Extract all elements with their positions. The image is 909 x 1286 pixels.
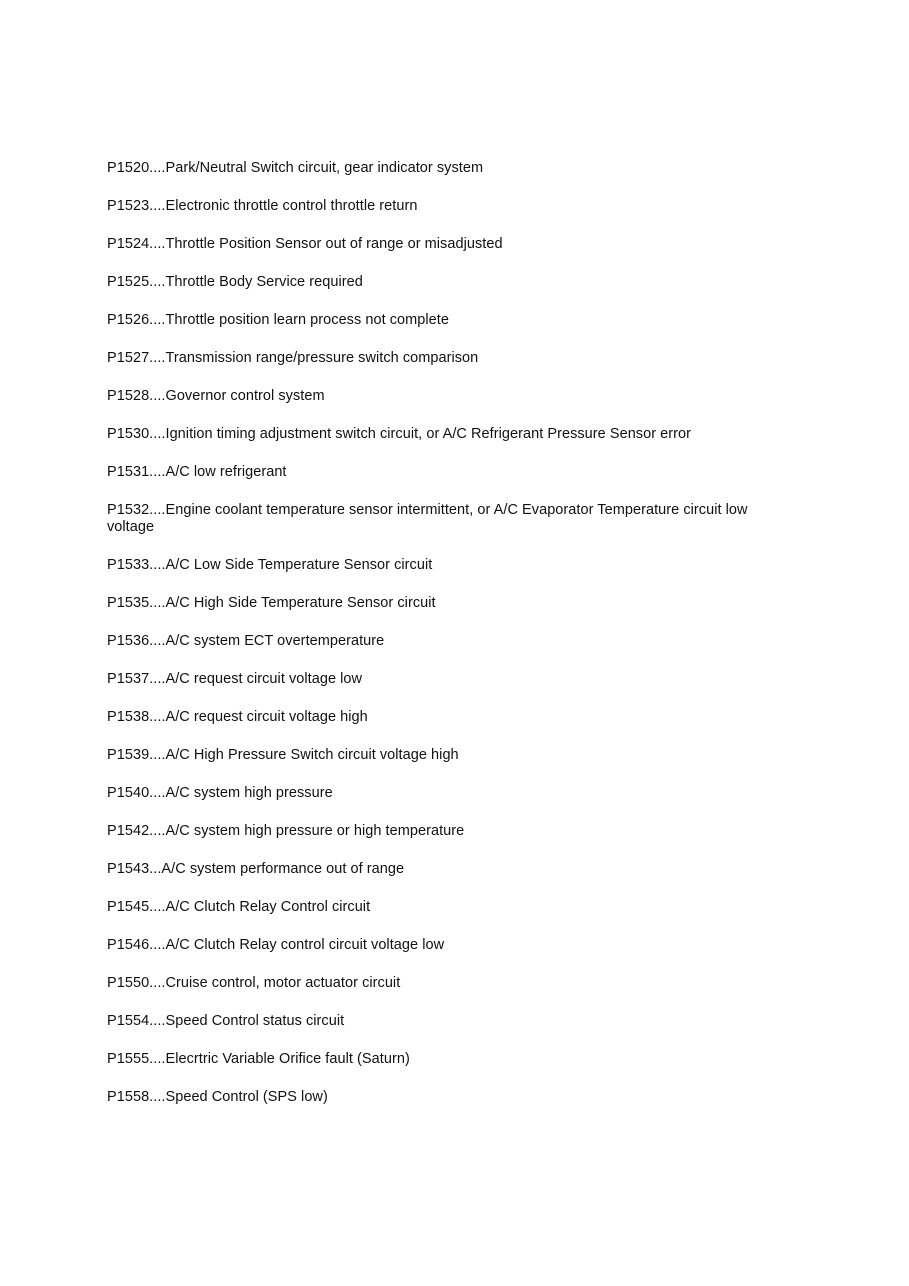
- code-entry-p1520: P1520....Park/Neutral Switch circuit, gear indicator system: [107, 160, 484, 176]
- code-entry-p1533: P1533....A/C Low Side Temperature Sensor circuit: [107, 557, 433, 573]
- code-entry-p1530: P1530....Ignition timing adjustment switch circuit, or A/C Refrigerant Pressure Sensor error: [107, 426, 692, 442]
- code-entry-p1546: P1546....A/C Clutch Relay control circuit voltage low: [107, 937, 445, 953]
- code-entry-p1528: P1528....Governor control system: [107, 388, 325, 404]
- code-entry-p1538: P1538....A/C request circuit voltage high: [107, 709, 368, 725]
- code-entry-p1527: P1527....Transmission range/pressure switch comparison: [107, 350, 479, 366]
- code-entry-p1558: P1558....Speed Control (SPS low): [107, 1089, 328, 1105]
- code-entry-p1536: P1536....A/C system ECT overtemperature: [107, 633, 385, 649]
- code-entry-p1545: P1545....A/C Clutch Relay Control circuit: [107, 899, 371, 915]
- code-entry-p1540: P1540....A/C system high pressure: [107, 785, 333, 801]
- code-entry-p1537: P1537....A/C request circuit voltage low: [107, 671, 363, 687]
- code-entry-p1555: P1555....Elecrtric Variable Orifice fault (Saturn): [107, 1051, 410, 1067]
- code-entry-p1531: P1531....A/C low refrigerant: [107, 464, 287, 480]
- code-entry-p1524: P1524....Throttle Position Sensor out of range or misadjusted: [107, 236, 503, 252]
- code-entry-p1539: P1539....A/C High Pressure Switch circuit voltage high: [107, 747, 459, 763]
- code-entry-p1535: P1535....A/C High Side Temperature Sensor circuit: [107, 595, 436, 611]
- code-entry-p1525: P1525....Throttle Body Service required: [107, 274, 363, 290]
- trouble-code-list: [107, 160, 777, 1127]
- code-entry-p1526: P1526....Throttle position learn process not complete: [107, 312, 449, 328]
- code-entry-p1543: P1543...A/C system performance out of range: [107, 861, 405, 877]
- code-entry-p1554: P1554....Speed Control status circuit: [107, 1013, 345, 1029]
- code-entry-p1532: P1532....Engine coolant temperature sensor intermittent, or A/C Evaporator Temperature circuit low voltage: [107, 502, 748, 535]
- code-entry-p1523: P1523....Electronic throttle control throttle return: [107, 198, 418, 214]
- code-entry-p1542: P1542....A/C system high pressure or high temperature: [107, 823, 465, 839]
- code-entry-p1550: P1550....Cruise control, motor actuator circuit: [107, 975, 401, 991]
